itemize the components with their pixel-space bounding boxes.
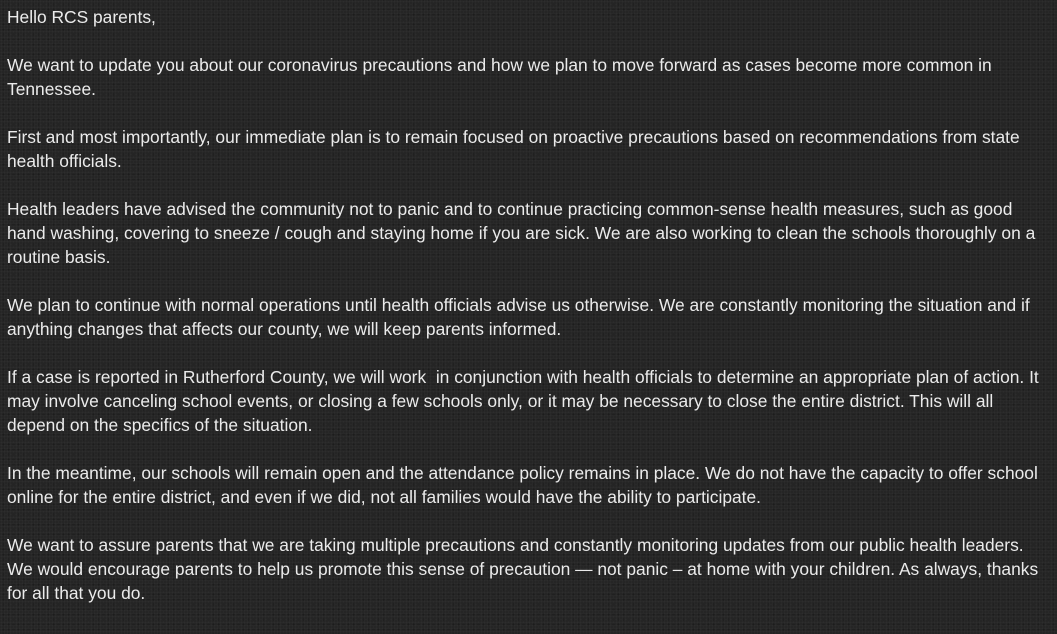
paragraph-immediate-plan: First and most importantly, our immediate plan is to remain focused on proactive precautions based on recommendations from state health officials.: [7, 127, 1025, 171]
greeting: Hello RCS parents,: [7, 7, 156, 27]
paragraph-normal-operations: We plan to continue with normal operations until health officials advise us otherwise. We are constantly monitoring the situation and if anything changes that affects our county, we will keep parents informed.: [7, 295, 1035, 339]
paragraph-closing: We want to assure parents that we are taking multiple precautions and constantly monitoring updates from our public health leaders. We would encourage parents to help us promote this sense of precaution — not panic – at home with your children. As always, thanks for all that you do.: [7, 535, 1043, 603]
paragraph-case-reported: If a case is reported in Rutherford County, we will work in conjunction with health officials to determine an appropriate plan of action. It may involve canceling school events, or closing a few schools only, or it may be necessary to close the entire district. This will all depend on the specifics of the situation.: [7, 367, 1044, 435]
paragraph-health-measures: Health leaders have advised the community not to panic and to continue practicing common-sense health measures, such as good hand washing, covering to sneeze / cough and staying home if you are sick. We are also working to clean the schools thoroughly on a routine basis.: [7, 199, 1041, 267]
paragraph-attendance-policy: In the meantime, our schools will remain open and the attendance policy remains in place. We do not have the capacity to offer school online for the entire district, and even if we did, not all families would have the ability to participate.: [7, 463, 1043, 507]
paragraph-intro: We want to update you about our coronavirus precautions and how we plan to move forward as cases become more common in Tennessee.: [7, 55, 997, 99]
